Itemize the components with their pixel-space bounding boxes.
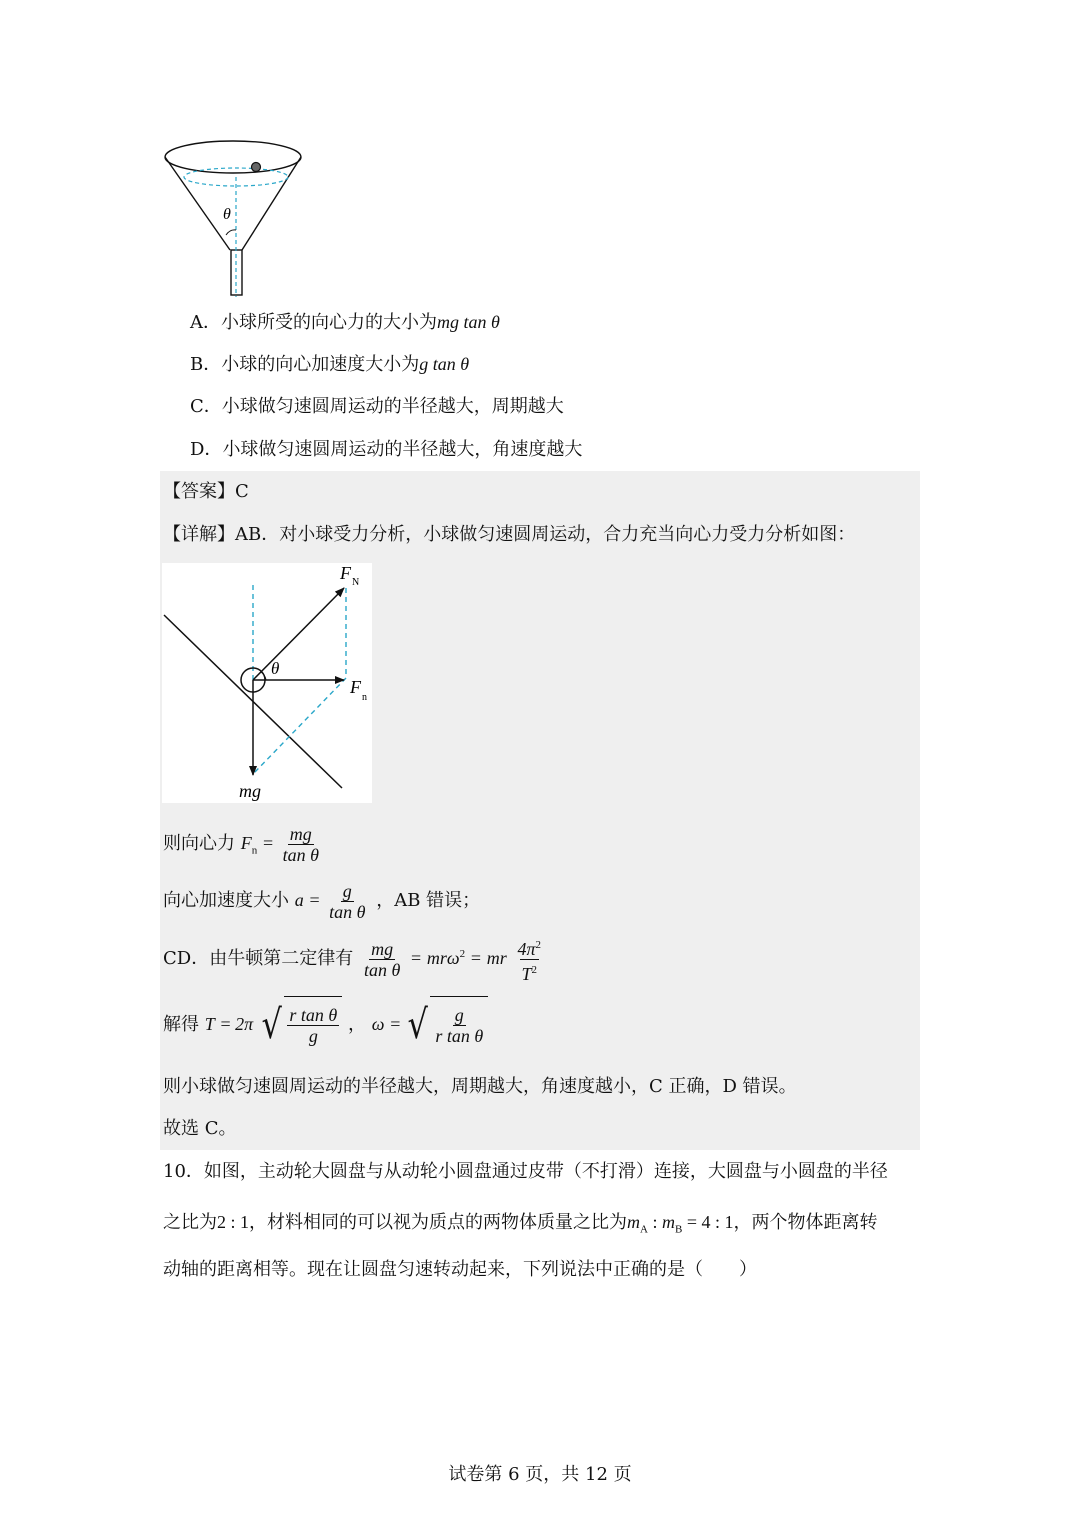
option-b-math: g tan θ [419,354,470,374]
eq4-sqrt-2: √ $\frac{g}{\text{r tan θ}}$ [405,996,488,1055]
eq4-T: T [204,1014,215,1034]
eq1-lhs: F [240,833,252,853]
option-c-letter: C． [190,396,222,417]
eq4-den: g [308,1026,318,1046]
option-b [190,352,469,377]
eq1-fraction [281,824,321,865]
equation-2: 向心加速度大小 a = $\frac{g}{\text{tan θ}}$ ，AB 错误； [163,880,481,922]
conclusion-line: 则小球做匀速圆周运动的半径越大，周期越大，角速度越小，C 正确，D 错误。 [163,1076,797,1097]
eq4-den2: r tan θ [435,1026,484,1046]
eq2-num: g [342,880,352,901]
funnel-figure [160,135,310,300]
eq3-num2: 4π [517,938,536,959]
eq3-num2-sup: 2 [535,938,542,951]
option-b-text: 小球的向心加速度大小为 [221,354,420,375]
mg-label: mg [239,781,261,801]
eq2-den: tan θ [329,901,366,922]
fn-label: F [340,563,351,583]
eq4-num2: g [454,1005,464,1025]
eq3-den: tan θ [363,959,401,980]
q10-line2-b: ，材料相同的可以视为质点的两物体质量之比为 [249,1212,628,1233]
option-b-letter: B． [190,354,222,375]
q10-mB-sub: B [674,1223,683,1236]
eq3-prefix: CD．由牛顿第二定律有 [163,948,354,969]
answer-tag: 【答案】 [163,481,235,502]
option-d-text: 小球做匀速圆周运动的半径越大，角速度越大 [222,439,583,460]
equation-4: 解得 T = 2π √ $\frac{\text{r tan θ}}{g}$ ， ω = √ $\frac{g}{\text{r tan θ}}$ [163,995,488,1053]
answer-line [163,480,249,504]
eq2-prefix: 向心加速度大小 [163,890,289,911]
eq4-sqrt: √ $\frac{\text{r tan θ}}{g}$ [259,996,342,1055]
eq4-prefix: 解得 [163,1014,199,1035]
eq1-num: mg [289,823,312,844]
eq4-coef: 2π [235,1014,254,1034]
q10-mA-sub: A [640,1223,648,1236]
eq3-fraction [362,939,402,980]
eq4-sep: ， [348,1014,366,1035]
choose-line: 故选 C。 [163,1118,237,1139]
question10-line3: 动轴的距离相等。现在让圆盘匀速转动起来，下列说法中正确的是（ ） [163,1259,757,1280]
page-footer: 试卷第 6 页，共 12 页 [448,1464,632,1485]
q10-ratio1: 2 : 1 [217,1212,250,1232]
q10-line2-c: ，两个物体距离转 [733,1212,878,1233]
option-c-text: 小球做匀速圆周运动的半径越大，周期越大 [221,396,564,417]
eq3-mid: mrω [426,948,460,968]
option-a-text: 小球所受的向心力的大小为 [221,312,437,333]
option-a [190,310,500,335]
eq3-den2-sup: 2 [531,963,538,976]
eq2-lhs: a [294,890,304,910]
funnel-theta-label: θ [223,206,231,223]
force-theta-label: θ [271,659,280,678]
detail-line [163,523,855,547]
eq2-fraction [327,881,367,922]
fcent-label: F [350,677,361,697]
detail-intro: AB．对小球受力分析，小球做匀速圆周运动，合力充当向心力受力分析如图： [235,524,856,545]
option-d [190,438,582,462]
detail-tag: 【详解】 [163,524,235,545]
eq1-prefix: 则向心力 [163,833,235,854]
question10-line1: 10．如图，主动轮大圆盘与从动轮小圆盘通过皮带（不打滑）连接，大圆盘与小圆盘的半径 [163,1161,888,1182]
equation-1: 则向心力 $F_n$ = $\frac{mg}{\text{tan θ}}$ [163,823,319,865]
force-diagram [162,563,372,803]
option-a-math: mg tan θ [437,312,500,332]
fcent-sub: n [362,692,367,703]
option-a-letter: A． [190,312,221,333]
eq4-num: r tan θ [289,1005,338,1025]
eq2-suffix: ，AB 错误； [376,890,481,911]
eq1-den: tan θ [282,844,319,865]
eq3-fraction-2 [516,935,544,984]
answer-value: C [235,481,249,502]
eq3-num: mg [371,938,394,959]
q10-line2-a: 之比为 [163,1212,217,1233]
eq3-mid-sup: 2 [459,948,466,960]
option-c [190,395,564,419]
equation-3: CD．由牛顿第二定律有 $\frac{mg}{\text{tan θ}}$ = mrω$^2$ = mr $\frac{4\pi^2}{T^2}$ [163,928,546,980]
option-d-letter: D． [190,439,223,460]
fn-sub: N [352,577,360,588]
eq3-den2: T [521,963,532,984]
eq4-omega: ω [371,1014,385,1034]
eq1-lhs-sub: n [251,844,258,857]
eq3-right: mr [486,948,507,968]
q10-ratio2: 4 : 1 [701,1212,734,1232]
q10-mA: m [627,1212,641,1232]
q10-mB: m [661,1212,675,1232]
question10-line2: 之比为2 : 1，材料相同的可以视为质点的两物体质量之比为$m_A$ : $m_B = 4$ : 1，两个物体距离转 [163,1212,878,1236]
